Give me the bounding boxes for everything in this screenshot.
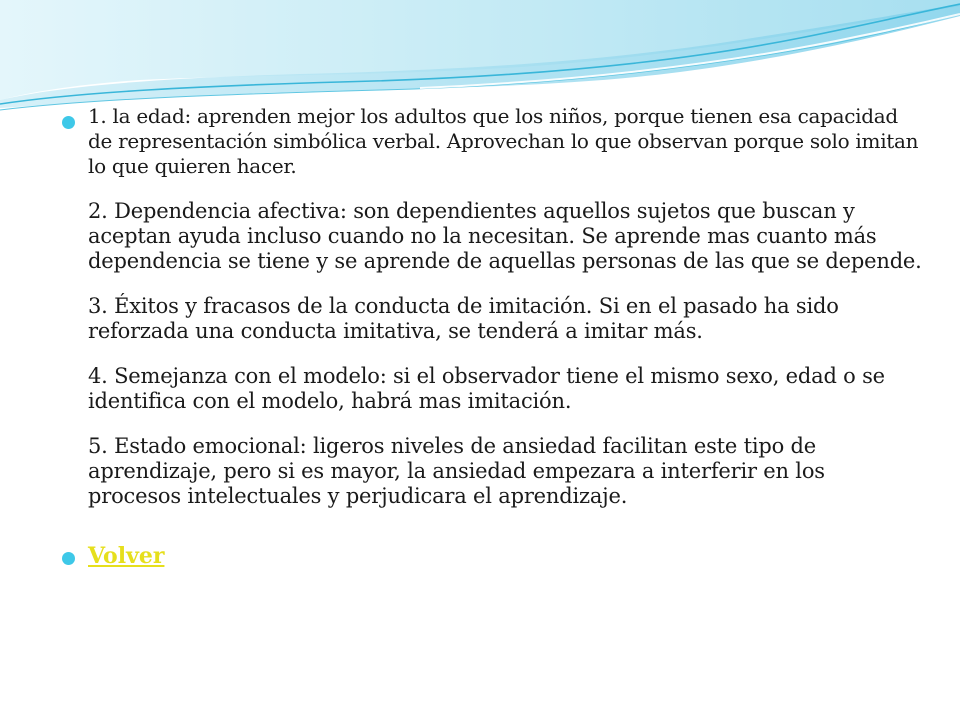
list-item-back [62, 541, 922, 571]
paragraph-success-failure: 3. Éxitos y fracasos de la conducta de imitación. Si en el pasado ha sido reforzada una conducta imitativa, se tenderá a imitar más. [88, 294, 839, 343]
back-link[interactable]: Volver [88, 543, 165, 569]
paragraph-emotional-state: 5. Estado emocional: ligeros niveles de ansiedad facilitan este tipo de aprendizaje, pero si es mayor, la ansiedad empezara a interferir en los procesos intelectuales y perjudicara el aprendizaje. [88, 434, 825, 508]
slide-content [62, 104, 922, 571]
paragraph-age: 1. la edad: aprenden mejor los adultos que los niños, porque tienen esa capacidad de representación simbólica verbal. Aprovechan lo que observan porque solo imitan lo que quieren hacer. [88, 104, 919, 178]
list-item-factors [62, 104, 922, 509]
paragraph-similarity: 4. Semejanza con el modelo: si el observador tiene el mismo sexo, edad o se identifica con el modelo, habrá mas imitación. [88, 364, 885, 413]
bullet-icon [62, 552, 75, 565]
paragraph-dependence: 2. Dependencia afectiva: son dependientes aquellos sujetos que buscan y aceptan ayuda incluso cuando no la necesitan. Se aprende mas cuanto más dependencia se tiene y se aprende de aquellas personas de las que se depende. [88, 199, 922, 273]
bullet-icon [62, 116, 75, 129]
